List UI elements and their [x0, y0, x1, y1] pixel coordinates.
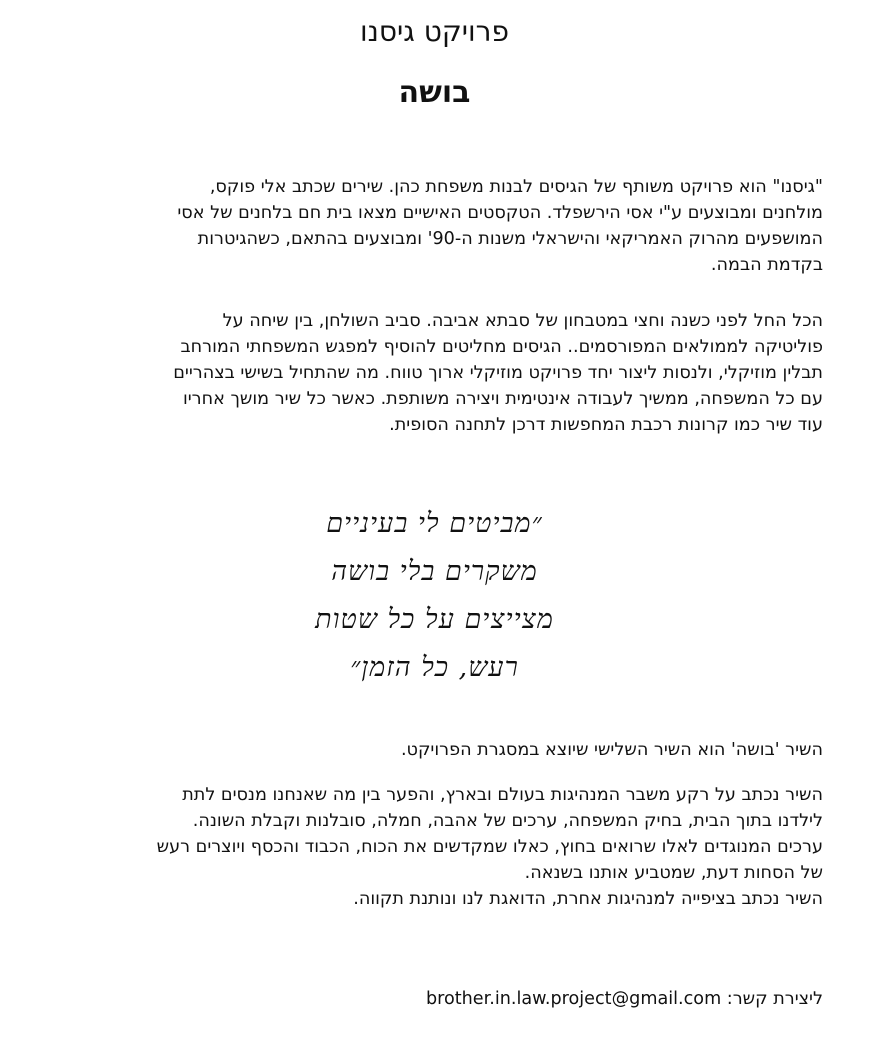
- lyric-line: מצייצים על כל שטות: [315, 604, 554, 635]
- meaning-paragraph: השיר נכתב על רקע משבר המנהיגות בעולם ובארץ, והפער בין מה שאנחנו מנסים לתת לילדנו בתוך הבית, בחיק המשפחה, ערכים של אהבה, חמלה, סובלנות וקבלת השונה. ערכים המנוגדים לאלו שרואים בחוץ, כאלו שמקדשים את הכוח, הכבוד והכסף ויוצרים רעש של הסחות דעת, שמטביע אותנו בשנאה. השיר נכתב בציפייה למנהיגות אחרת, הדואגת לנו ונותנת תקווה.: [156, 785, 823, 909]
- lyric-line: רעש, כל הזמן״: [350, 652, 519, 683]
- contact-line: [426, 986, 823, 1012]
- lyric-line: ״מביטים לי בעיניים: [326, 508, 543, 539]
- release-paragraph: השיר 'בושה' הוא השיר השלישי שיוצא במסגרת הפרויקט.: [400, 740, 823, 760]
- project-title: פרויקט גיסנו: [360, 15, 509, 48]
- song-title: בושה: [398, 75, 471, 110]
- intro-paragraph: "גיסנו" הוא פרויקט משותף של הגיסים לבנות משפחת כהן. שירים שכתב אלי פוקס, מולחנים ומבוצעים ע"י אסי הירשפלד. הטקסטים האישיים מצאו בית חם בלחנים של אסי המושפעים מהרוק האמריקאי והישראלי משנות ה-90' ומבוצעים בהתאם, כשהגיטרות בקדמת הבמה.: [177, 177, 823, 275]
- story-paragraph: הכל החל לפני כשנה וחצי במטבחון של סבתא אביבה. סביב השולחן, בין שיחה על פוליטיקה לממולאים המפורסמים.. הגיסים מחליטים להוסיף למפגש המשפחתי המורחב תבלין מוזיקלי, ולנסות ליצור יחד פרויקט מוזיקלי ארוך טווח. מה שהתחיל בשישי בצהריים עם כל המשפחה, ממשיך לעבודה אינטימית ויצירה משותפת. כאשר כל שיר מושך אחריו עוד שיר כמו קרונות רכבת המחפשות דרכן לתחנה הסופית.: [173, 311, 823, 435]
- contact-label: ליצירת קשר:: [726, 989, 823, 1009]
- lyrics-quote: [0, 500, 869, 692]
- lyric-line: משקרים בלי בושה: [331, 556, 538, 587]
- contact-email-link[interactable]: brother.in.law.project@gmail.com: [425, 989, 722, 1009]
